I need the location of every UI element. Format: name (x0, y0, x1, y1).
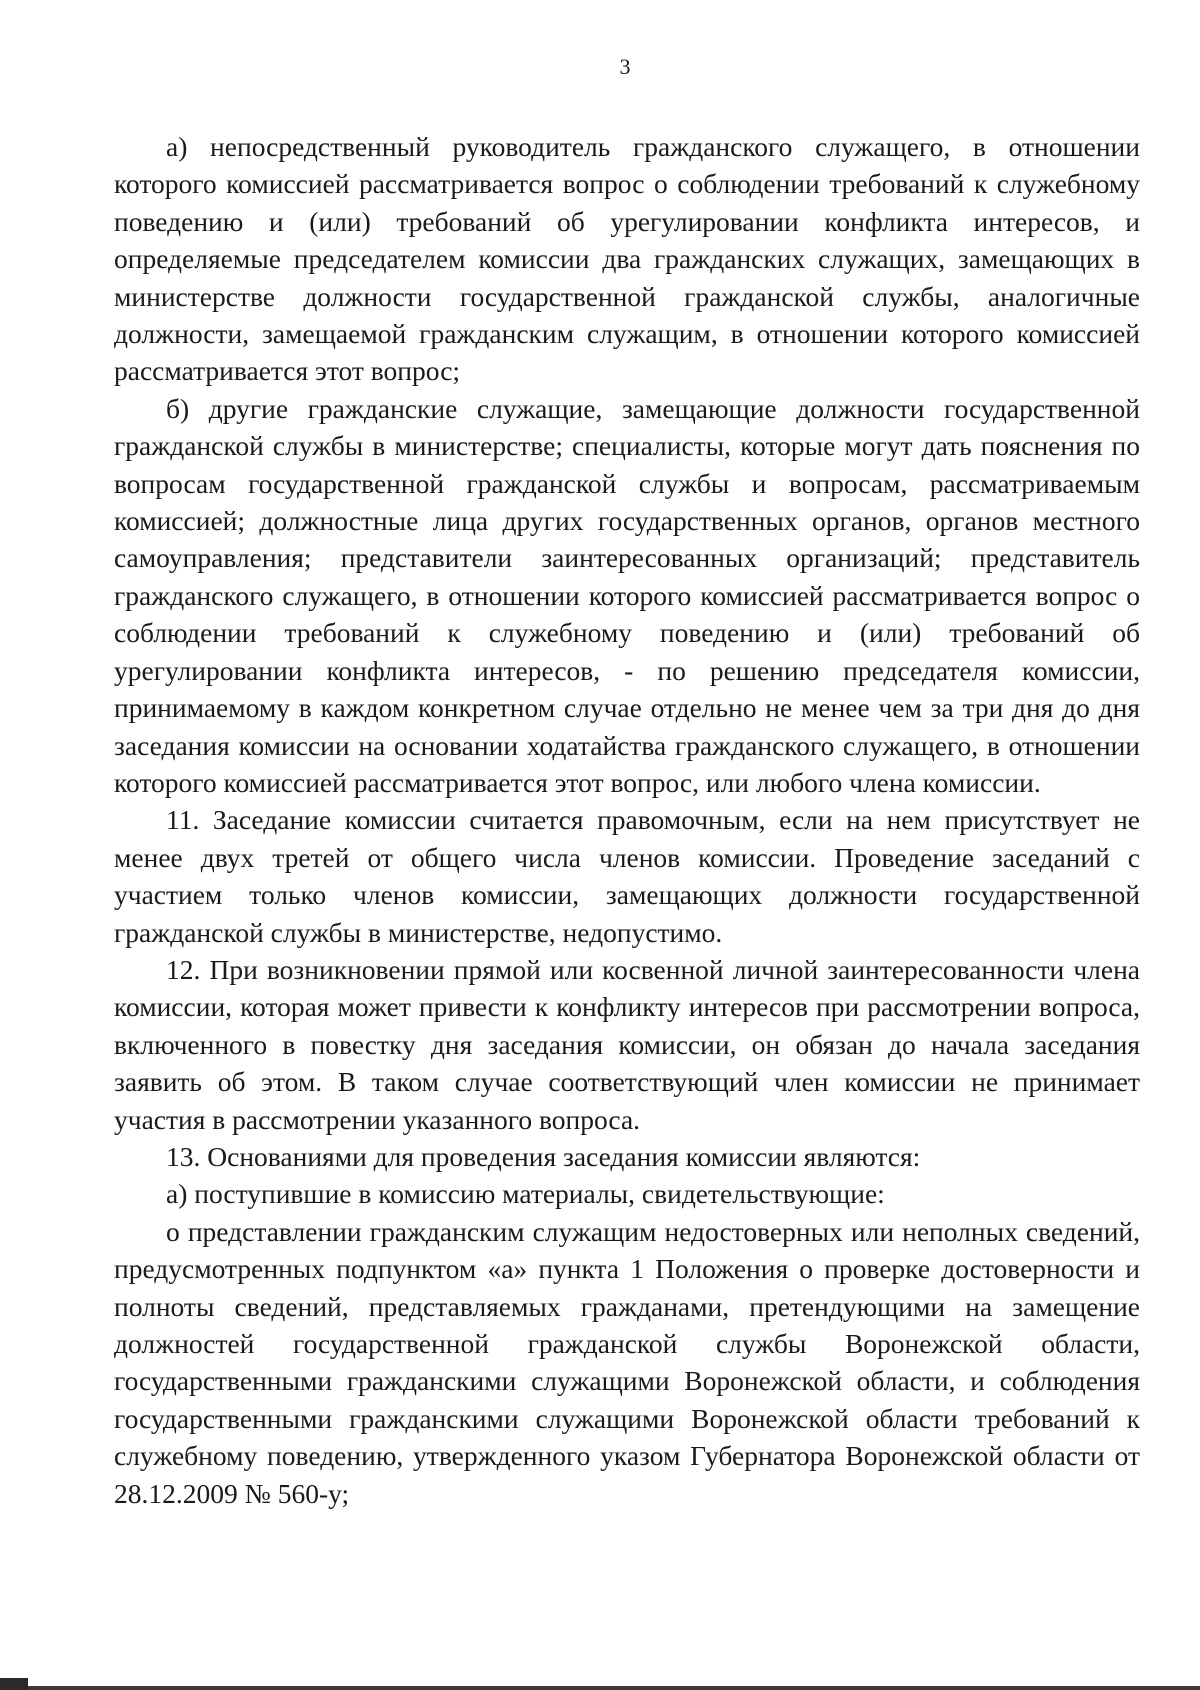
paragraph-11-quorum: 11. Заседание комиссии считается правомочным, если на нем присутствует не менее двух третей от общего числа членов комиссии. Проведение заседаний с участием только членов комиссии, замещающих должности государственной гражданской службы в министерстве, недопустимо. (114, 804, 1140, 948)
paragraph-b-other-participants: б) другие гражданские служащие, замещающие должности государственной гражданской службы в министерстве; специалисты, которые могут дать пояснения по вопросам государственной гражданской службы и вопросам, рассматриваемым комиссией; должностные лица других государственных органов, органов местного самоуправления; представители заинтересованных организаций; представитель гражданского служащего, в отношении которого комиссией рассматривается вопрос о соблюдении требований к служебному поведению и (или) требований об урегулировании конфликта интересов, - по решению председателя комиссии, принимаемому в каждом конкретном случае отдельно не менее чем за три дня до дня заседания комиссии на основании ходатайства гражданского служащего, в отношении которого комиссией рассматривается этот вопрос, или любого члена комиссии. (114, 392, 1140, 798)
scan-bottom-edge (0, 1686, 1200, 1690)
scan-corner-shadow (0, 1678, 28, 1690)
paragraph-13-grounds: 13. Основаниями для проведения заседания комиссии являются: (166, 1140, 921, 1172)
paragraph-a-direct-supervisor: а) непосредственный руководитель гражданского служащего, в отношении которого комиссией рассматривается вопрос о соблюдении требований к служебному поведению и (или) требований об урегулировании конфликта интересов, и определяемые председателем комиссии два гражданских служащих, замещающих в министерстве должности государственной гражданской службы, аналогичные должности, замещаемой гражданским служащим, в отношении которого комиссией рассматривается этот вопрос; (114, 131, 1140, 387)
document-body (114, 128, 1140, 1512)
paragraph-12-conflict-of-interest: 12. При возникновении прямой или косвенной личной заинтересованности члена комиссии, которая может привести к конфликту интересов при рассмотрении вопроса, включенного в повестку дня заседания комиссии, он обязан до начала заседания заявить об этом. В таком случае соответствующий член комиссии не принимает участия в рассмотрении указанного вопроса. (114, 953, 1140, 1135)
paragraph-13a-materials: а) поступившие в комиссию материалы, свидетельствующие: (166, 1178, 885, 1210)
page-number: 3 (619, 54, 631, 79)
paragraph-false-information: о представлении гражданским служащим недостоверных или неполных сведений, предусмотренных подпунктом «а» пункта 1 Положения о проверке достоверности и полноты сведений, представляемых гражданами, претендующими на замещение должностей государственной гражданской службы Воронежской области, государственными гражданскими служащими Воронежской области, и соблюдения государственными гражданскими служащими Воронежской области требований к служебному поведению, утвержденного указом Губернатора Воронежской области от 28.12.2009 № 560-у; (114, 1215, 1140, 1509)
